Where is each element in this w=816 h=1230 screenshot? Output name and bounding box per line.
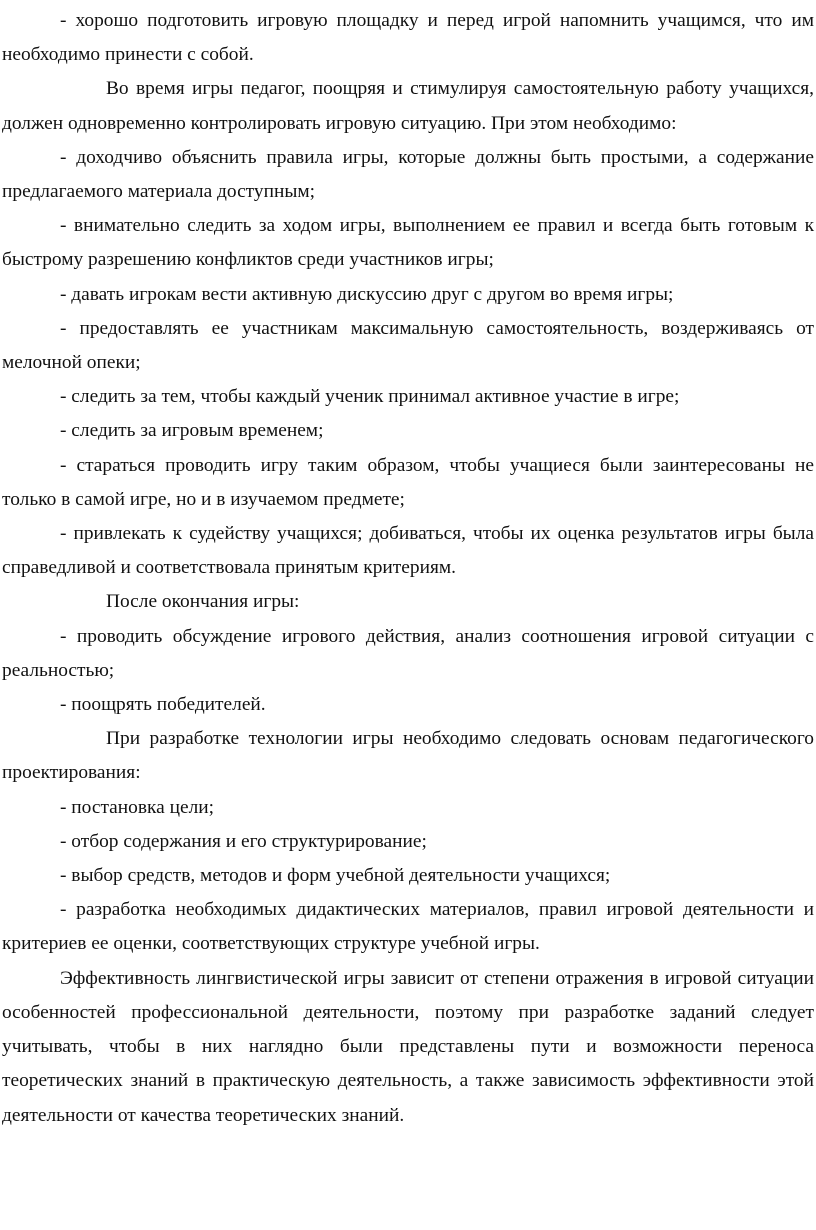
paragraph-after-game: После окончания игры: xyxy=(106,591,300,613)
list-item-content-selection: - отбор содержания и его структурирование; xyxy=(60,830,427,852)
list-item-materials-development: - разработка необходимых дидактических материалов, правил игровой деятельности и критериев ее оценки, соответствующих структуре учебной игры. xyxy=(2,899,814,955)
list-item-game-time: - следить за игровым временем; xyxy=(60,420,324,442)
paragraph-prepare-playground: - хорошо подготовить игровую площадку и перед игрой напомнить учащимся, что им необходимо принести с собой. xyxy=(2,10,814,66)
list-item-reward-winners: - поощрять победителей. xyxy=(60,694,266,716)
list-item-interest: - стараться проводить игру таким образом, чтобы учащиеся были заинтересованы не только в самой игре, но и в изучаемом предмете; xyxy=(2,454,814,510)
list-item-means-methods: - выбор средств, методов и форм учебной деятельности учащихся; xyxy=(60,865,611,887)
list-item-active-participation: - следить за тем, чтобы каждый ученик принимал активное участие в игре; xyxy=(60,386,680,408)
list-item-goal-setting: - постановка цели; xyxy=(60,796,215,818)
list-item-watch-game: - внимательно следить за ходом игры, выполнением ее правил и всегда быть готовым к быстрому разрешению конфликтов среди участников игры; xyxy=(2,215,814,271)
paragraph-technology-design: При разработке технологии игры необходимо следовать основам педагогического проектирования: xyxy=(2,728,814,784)
paragraph-during-game: Во время игры педагог, поощряя и стимулируя самостоятельную работу учащихся, должен одновременно контролировать игровую ситуацию. При этом необходимо: xyxy=(2,78,814,134)
list-item-explain-rules: - доходчиво объяснить правила игры, которые должны быть простыми, а содержание предлагаемого материала доступным; xyxy=(2,146,814,203)
list-item-discussion-analysis: - проводить обсуждение игрового действия, анализ соотношения игровой ситуации с реальностью; xyxy=(2,625,814,681)
paragraph-effectiveness: Эффективность лингвистической игры зависит от степени отражения в игровой ситуации особенностей профессиональной деятельности, поэтому при разработке заданий следует учитывать, чтобы в них наглядно были представлены пути и возможности переноса теоретических знаний в практическую деятельность, а также зависимость эффективности этой деятельности от качества теоретических знаний. xyxy=(2,967,814,1126)
list-item-independence: - предоставлять ее участникам максимальную самостоятельность, воздерживаясь от мелочной опеки; xyxy=(2,317,814,374)
list-item-judging: - привлекать к судейству учащихся; добиваться, чтобы их оценка результатов игры была справедливой и соответствовала принятым критериям. xyxy=(2,523,814,579)
list-item-discussion: - давать игрокам вести активную дискуссию друг с другом во время игры; xyxy=(60,283,674,305)
